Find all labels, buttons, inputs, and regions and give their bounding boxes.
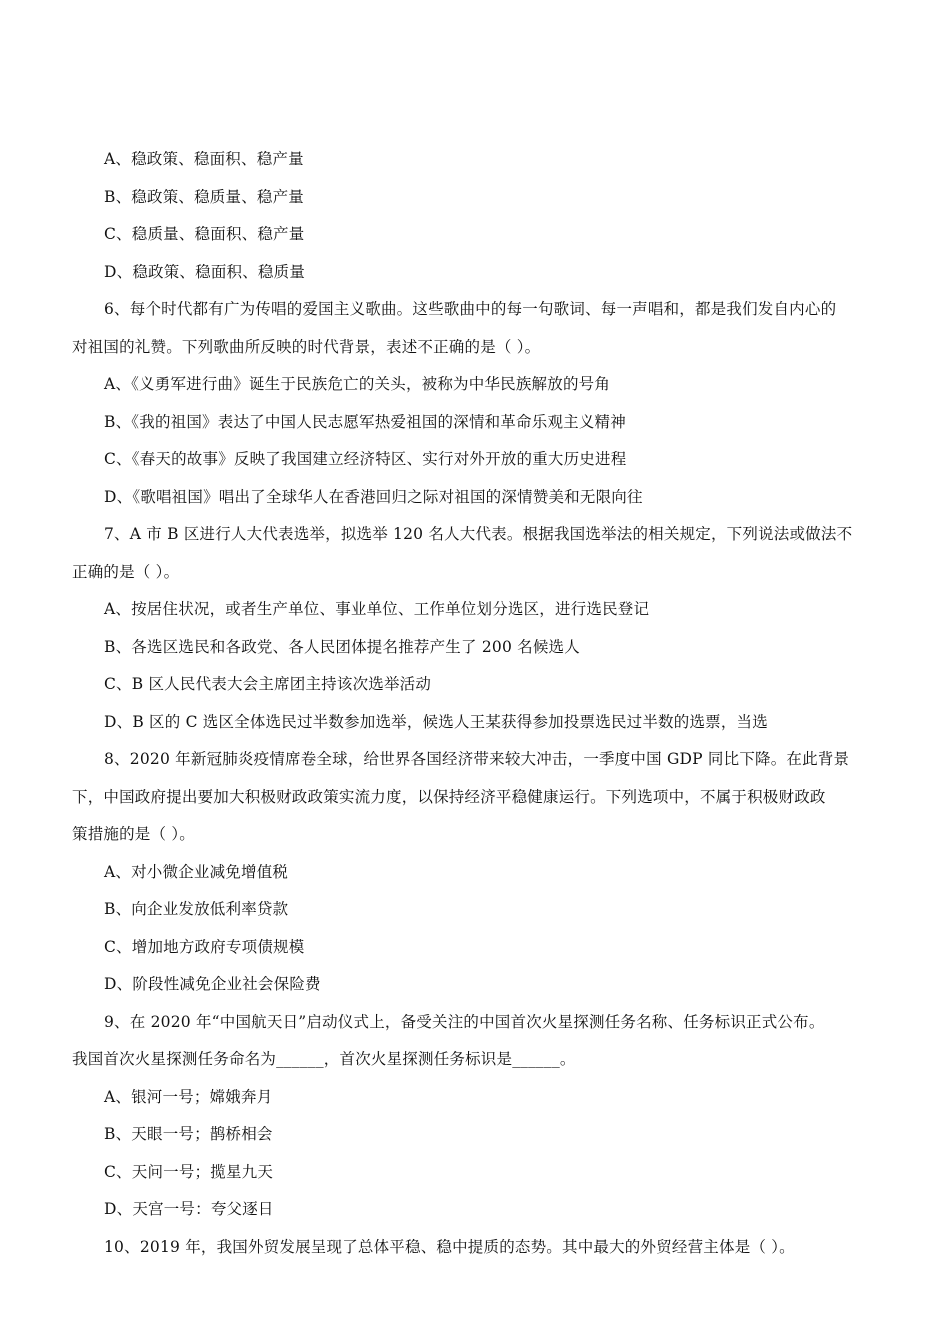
q7-option-a: A、按居住状况，或者生产单位、事业单位、工作单位划分选区，进行选民登记: [104, 600, 650, 618]
q5-option-c: C、稳质量、稳面积、稳产量: [104, 225, 305, 243]
q7-option-c: C、B 区人民代表大会主席团主持该次选举活动: [104, 675, 432, 693]
q8-stem-line-2: 下，中国政府提出要加大积极财政政策实流力度，以保持经济平稳健康运行。下列选项中，不属于积极财政政: [72, 787, 826, 806]
q10-stem-line-1: 10、2019 年，我国外贸发展呈现了总体平稳、稳中提质的态势。其中最大的外贸经营主体是（ ）。: [104, 1237, 795, 1256]
q5-option-d: D、稳政策、稳面积、稳质量: [104, 262, 306, 281]
q6-option-a: A、《义勇军进行曲》诞生于民族危亡的关头，被称为中华民族解放的号角: [104, 375, 611, 393]
q7-stem-line-1: 7、A 市 B 区进行人大代表选举，拟选举 120 名人大代表。根据我国选举法的相关规定，下列说法或做法不: [104, 525, 853, 543]
q7-option-d: D、B 区的 C 选区全体选民过半数参加选举，候选人王某获得参加投票选民过半数的选票，当选: [104, 712, 768, 731]
q8-option-c: C、增加地方政府专项债规模: [104, 937, 305, 956]
q6-option-d: D、《歌唱祖国》唱出了全球华人在香港回归之际对祖国的深情赞美和无限向往: [104, 487, 643, 506]
q9-option-c: C、天问一号；揽星九天: [104, 1162, 274, 1181]
q7-stem-line-2: 正确的是（ ）。: [72, 562, 180, 581]
q6-stem-line-1: 6、每个时代都有广为传唱的爱国主义歌曲。这些歌曲中的每一句歌词、每一声唱和，都是我们发自内心的: [104, 300, 837, 318]
q5-option-b: B、稳政策、稳质量、稳产量: [104, 187, 304, 206]
q8-stem-line-3: 策措施的是（ ）。: [72, 825, 195, 843]
q5-option-a: A、稳政策、稳面积、稳产量: [104, 150, 304, 168]
q6-option-b: B、《我的祖国》表达了中国人民志愿军热爱祖国的深情和革命乐观主义精神: [104, 412, 626, 431]
q8-option-d: D、阶段性减免企业社会保险费: [104, 975, 321, 993]
q9-option-b: B、天眼一号；鹊桥相会: [104, 1125, 273, 1143]
question-content: [72, 141, 882, 1266]
q9-option-a: A、银河一号；嫦娥奔月: [104, 1087, 273, 1106]
q7-option-b: B、各选区选民和各政党、各人民团体提名推荐产生了 200 名候选人: [104, 637, 580, 656]
q8-stem-line-1: 8、2020 年新冠肺炎疫情席卷全球，给世界各国经济带来较大冲击，一季度中国 GDP 同比下降。在此背景: [104, 750, 850, 768]
q8-option-b: B、向企业发放低利率贷款: [104, 900, 289, 918]
q9-stem-line-1: 9、在 2020 年“中国航天日”启动仪式上，备受关注的中国首次火星探测任务名称、任务标识正式公布。: [104, 1012, 825, 1031]
q9-option-d: D、天宫一号：夸父逐日: [104, 1200, 274, 1218]
q6-option-c: C、《春天的故事》反映了我国建立经济特区、实行对外开放的重大历史进程: [104, 450, 627, 468]
q6-stem-line-2: 对祖国的礼赞。下列歌曲所反映的时代背景，表述不正确的是（ ）。: [72, 337, 541, 356]
q9-stem-line-2: 我国首次火星探测任务命名为______，首次火星探测任务标识是______。: [72, 1050, 576, 1068]
q8-option-a: A、对小微企业减免增值税: [104, 862, 289, 881]
